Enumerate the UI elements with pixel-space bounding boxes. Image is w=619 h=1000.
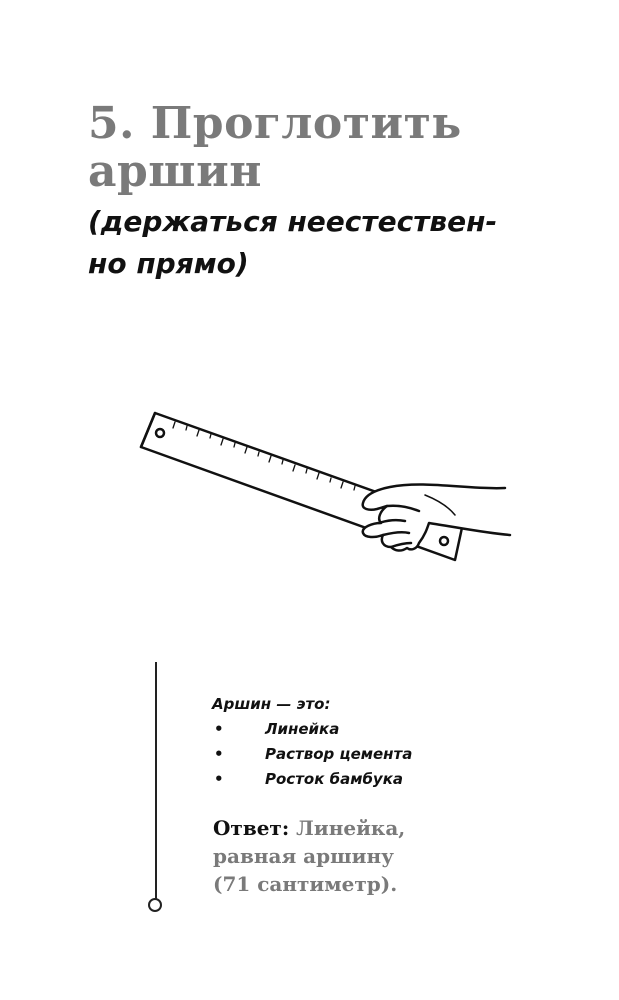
quiz-option-label: Линейка bbox=[265, 720, 340, 738]
quiz-option-label: Раствор цемента bbox=[265, 745, 413, 763]
answer-line-1 bbox=[213, 814, 523, 842]
quiz-answer bbox=[213, 814, 523, 898]
bullet-icon: • bbox=[214, 720, 224, 738]
answer-text-3: (71 сантиметр). bbox=[213, 872, 398, 896]
hand-holding-ruler-icon bbox=[125, 395, 525, 575]
vertical-rule bbox=[155, 662, 157, 899]
subtitle-line-2: но прямо) bbox=[88, 247, 249, 280]
answer-text-2: равная аршину bbox=[213, 844, 394, 868]
page-title bbox=[88, 100, 588, 196]
bullet-icon: • bbox=[214, 770, 224, 788]
answer-label: Ответ: bbox=[213, 816, 290, 840]
title-line-1: 5. Проглотить bbox=[88, 98, 462, 149]
title-line-2: аршин bbox=[88, 146, 262, 197]
bullet-icon: • bbox=[214, 745, 224, 763]
page-subtitle bbox=[88, 201, 588, 285]
subtitle-line-1: (держаться неестествен- bbox=[88, 205, 498, 238]
rule-end-circle bbox=[148, 898, 162, 912]
quiz-question: Аршин — это: bbox=[212, 695, 331, 713]
quiz-option-label: Росток бамбука bbox=[265, 770, 404, 788]
answer-text-1: Линейка, bbox=[289, 816, 406, 840]
